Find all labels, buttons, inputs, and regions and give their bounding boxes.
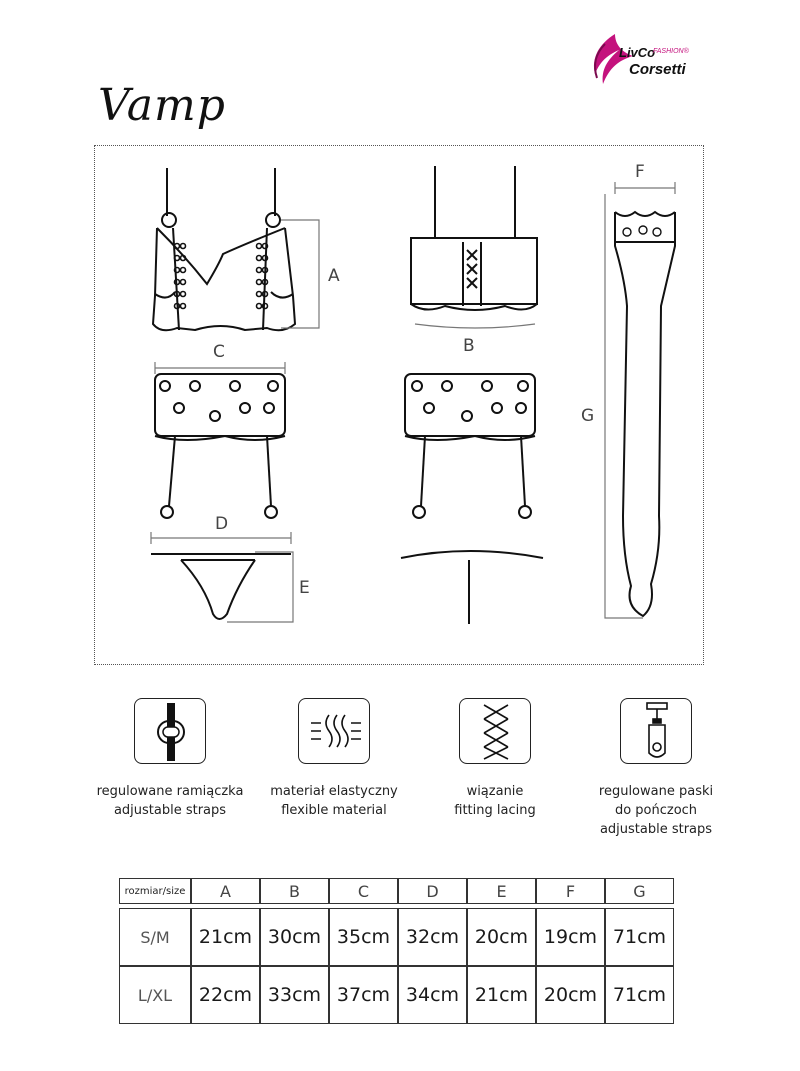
feature-flexible-material [254,698,414,820]
table-cell: 20cm [536,966,605,1024]
garter-clip-icon [621,699,693,765]
feature-caption-line2: do pończoch [614,803,698,818]
row-size-label: L/XL [119,966,191,1024]
bra-back-drawing [411,166,537,310]
garment-diagram [94,145,704,665]
table-cell: 30cm [260,908,329,966]
table-cell: 71cm [605,908,674,966]
feature-list [80,698,740,848]
dimension-label-d: D [215,514,229,534]
dimension-label-c: C [213,342,225,362]
size-table-header [119,878,674,904]
stretch-waves-icon [299,699,371,765]
column-header-d: D [398,878,467,904]
brand-suffix: FASHION® [653,48,689,55]
column-header-e: E [467,878,536,904]
thong-front-drawing [151,554,291,619]
brand-logo [585,30,715,92]
dimension-label-f: F [635,162,645,182]
feature-caption-line1: materiał elastyczny [270,784,398,799]
feature-caption-line1: regulowane paski [598,784,714,799]
feature-icon-box [134,698,206,764]
table-cell: 34cm [398,966,467,1024]
feature-adjustable-straps [90,698,250,820]
garment-illustration [95,146,705,666]
dimension-label-e: E [299,578,310,598]
thong-back-drawing [401,551,543,624]
table-cell: 71cm [605,966,674,1024]
dimension-label-b: B [463,336,475,356]
table-cell: 32cm [398,908,467,966]
table-cell: 33cm [260,966,329,1024]
feature-fitting-lacing [415,698,575,820]
brand-name-line2: Corsetti [629,61,686,78]
feature-icon-box [459,698,531,764]
table-row [119,966,674,1024]
feature-caption-line2: fitting lacing [454,803,536,818]
size-table-corner-label: rozmiar/size [119,878,191,904]
feature-icon-box [298,698,370,764]
feature-caption-line3: adjustable straps [599,822,713,837]
table-cell: 20cm [467,908,536,966]
brand-name-line1: LivCo [619,45,656,60]
feature-caption-line2: flexible material [281,803,387,818]
table-cell: 21cm [191,908,260,966]
row-size-label: S/M [119,908,191,966]
column-header-c: C [329,878,398,904]
table-cell: 37cm [329,966,398,1024]
product-title: Vamp [98,80,226,131]
feature-caption-line1: wiązanie [466,784,524,799]
lacing-icon [460,699,532,765]
dimension-label-a: A [328,266,340,286]
size-table [119,878,679,1024]
column-header-a: A [191,878,260,904]
table-cell: 19cm [536,908,605,966]
column-header-b: B [260,878,329,904]
table-cell: 21cm [467,966,536,1024]
feature-caption-line1: regulowane ramiączka [96,784,244,799]
feature-icon-box [620,698,692,764]
feature-caption-line2: adjustable straps [113,803,227,818]
garter-belt-back-drawing [405,374,535,518]
stocking-drawing [615,212,675,616]
size-table-body [119,908,674,1024]
table-cell: 35cm [329,908,398,966]
column-header-f: F [536,878,605,904]
bra-lacing-dots [175,244,268,309]
strap-buckle-icon [135,699,207,765]
feature-garter-straps [576,698,736,839]
table-row [119,908,674,966]
column-header-g: G [605,878,674,904]
garter-belt-front-drawing [155,374,285,518]
dimension-label-g: G [581,406,595,426]
table-cell: 22cm [191,966,260,1024]
